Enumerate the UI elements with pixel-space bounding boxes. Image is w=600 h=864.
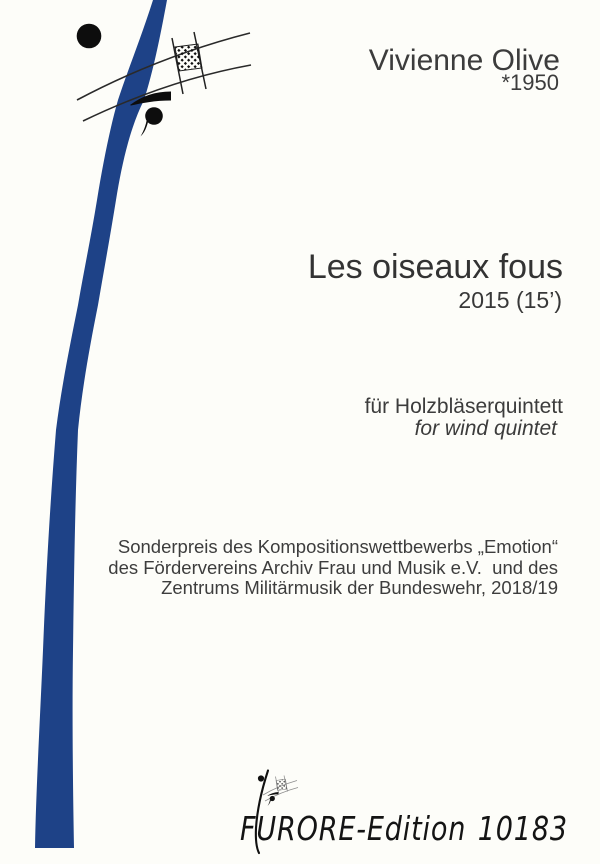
award-note <box>108 537 558 599</box>
composer-birth-year: *1950 <box>501 70 559 95</box>
staff-arc-line-1 <box>77 33 250 100</box>
work-title: Les oiseaux fous <box>307 248 563 286</box>
instrumentation-german: für Holzbläserquintett <box>364 395 563 418</box>
work-year-duration: 2015 (15’) <box>458 287 562 313</box>
blue-ribbon <box>35 0 167 848</box>
composer-name: Vivienne Olive <box>368 44 560 77</box>
publisher-imprint <box>240 809 568 848</box>
edition-number: 10183 <box>477 809 568 848</box>
black-dot <box>77 24 102 49</box>
publisher-name: FURORE-Edition <box>240 809 467 848</box>
award-line-3: Zentrums Militärmusik der Bundeswehr, 2018/19 <box>161 577 558 598</box>
instrumentation-english: for wind quintet <box>414 417 557 440</box>
award-line-1: Sonderpreis des Kompositionswettbewerbs „Emotion“ <box>117 536 558 557</box>
comma-mark <box>141 107 163 136</box>
checkered-square <box>175 44 202 71</box>
award-line-2: des Fördervereins Archiv Frau und Musik e.V. und des <box>108 556 558 578</box>
